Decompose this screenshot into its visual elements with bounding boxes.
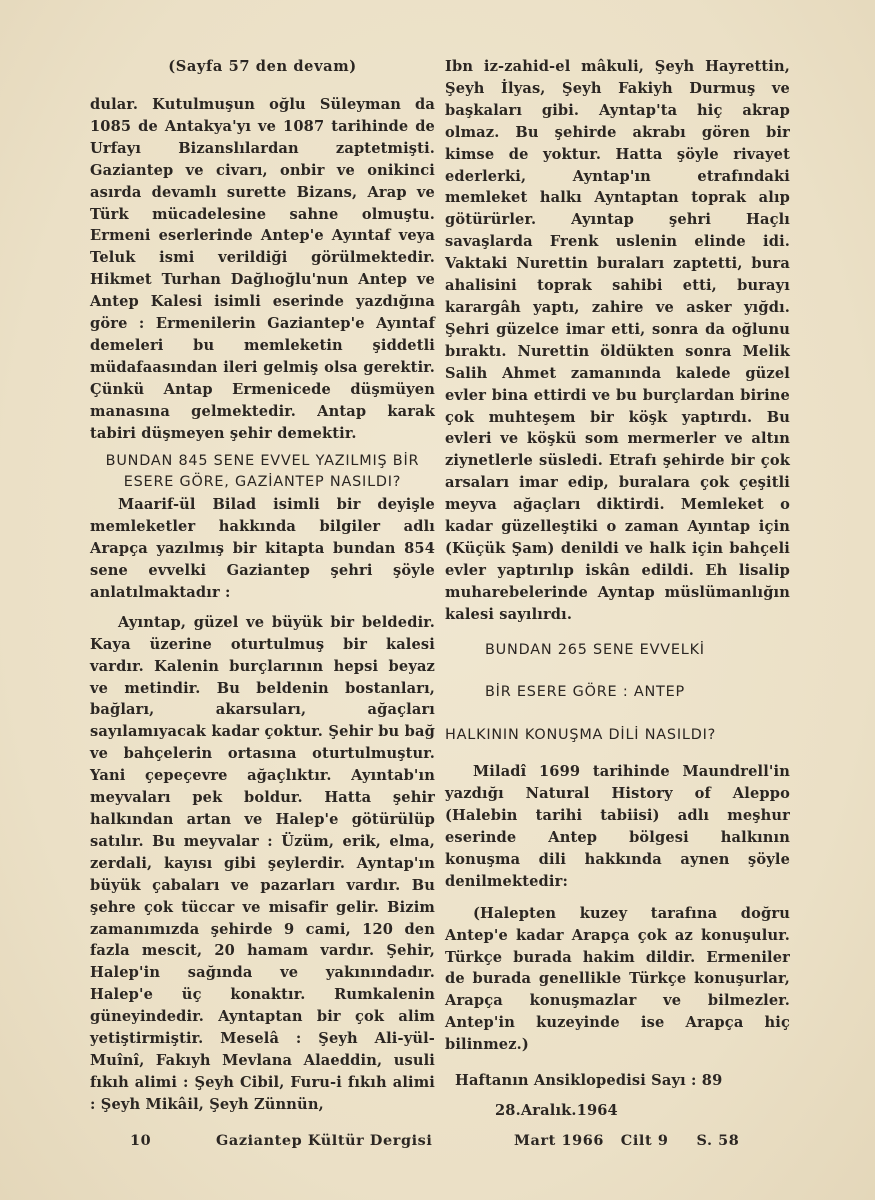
section-heading-265-line1: BUNDAN 265 SENE EVVELKİ [485, 641, 705, 658]
section-heading-845: BUNDAN 845 SENE EVVEL YAZILMIŞ BİR ESERE GÖRE, GAZİANTEP NASILDI? [105, 452, 420, 491]
issue-info: Mart 1966 Cilt 9 S. 58 [514, 1132, 740, 1149]
paragraph: Ibn iz-zahid-el mâkuli, Şeyh Hayrettin, Şeyh İlyas, Şeyh Fakiyh Durmuş ve başkaları gibi. Ayntap'ta hiç akrap olmaz. Bu şehirde akrabı gören bir kimse de yoktur. Hatta şöyle rivayet ederlerki, Ayntap'ın etrafındaki memleket halkı Ayntaptan toprak alıp götürürler. Ayıntap şehri Haçlı savaşlarda Frenk uslenin elinde idi. Vaktaki Nurettin buraları zaptetti, bura ahalisini toprak sahibi etti, burayı karargâh yaptı, zahire ve asker yığdı. Şehri güzelce imar etti, sonra da oğlunu bıraktı. Nurettin öldükten sonra Melik Salih Ahmet zamanında kalede güzel evler bina ettirdi ve bu burçlardan birine çok muhteşem bir köşk yaptırdı. Bu evleri ve köşkü som mermerler ve altın ziynetlerle süsledi. Etrafı şehirde bir çok arsaları imar edip, buralara çok çeşitli meyva ağaçları diktirdi. Memleket o kadar güzelleştiki o zaman Ayıntap için (Küçük Şam) denildi ve halk için bahçeli evler yaptırılıp iskân edildi. Eh lisalip muharebelerinde Ayntap müslümanlığın kalesi sayılırdı. [445, 58, 790, 623]
quote-paragraph: (Halepten kuzey tarafına doğru Antep'e kadar Arapça çok az konuşulur. Türkçe burada hakim dildir. Ermeniler de burada genellikle Türkçe konuşurlar, Arapça konuşmazlar ve bilmezler. Antep'in kuzeyinde ise Arapça hiç bilinmez.) [445, 904, 790, 1054]
section-heading-265-line3: HALKININ KONUŞMA DİLİ NASILDI? [445, 727, 717, 744]
paragraph: Maarif-ül Bilad isimli bir deyişle memleketler hakkında bilgiler adlı Arapça yazılmış bir kitapta bundan 854 sene evvelki Gaziantep şehri şöyle anlatılmaktadır : [90, 496, 435, 601]
magazine-title: Gaziantep Kültür Dergisi [216, 1132, 433, 1149]
source-citation: Haftanın Ansiklopedisi Sayı : 89 [455, 1072, 723, 1090]
left-column-body [90, 94, 435, 1116]
continuation-note: (Sayfa 57 den devam) [168, 58, 357, 75]
section-heading-265-line2: BİR ESERE GÖRE : ANTEP [485, 684, 686, 701]
left-column [90, 56, 435, 1116]
page-footer [0, 1132, 875, 1156]
source-date: 28.Aralık.1964 [495, 1101, 618, 1119]
paragraph: Ayıntap, güzel ve büyük bir beldedir. Kaya üzerine oturtulmuş bir kalesi vardır. Kalenin burçlarının hepsi beyaz ve metindir. Bu beldenin bostanları, bağları, akarsuları, ağaçları sayılamıyacak kadar çoktur. Şehir bu bağ ve bahçelerin ortasına oturtulmuştur. Yani çepeçevre ağaçlıktır. Ayıntab'ın meyvaları pek boldur. Hatta şehir halkından artan ve Halep'e götürülüp satılır. Bu meyvalar : Üzüm, erik, elma, zerdali, kayısı gibi şeylerdir. Ayntap'ın büyük çabaları ve pazarları vardır. Bu şehre çok tüccar ve misafir gelir. Bizim zamanımızda şehirde 9 cami, 120 den fazla mescit, 20 hamam vardır. Şehir, Halep'in sağında ve yakınındadır. Halep'e üç konaktır. Rumkalenin güneyindedir. Ayntaptan bir çok alim yetiştirmiştir. Meselâ : Şeyh Ali-yül-Muînî, Fakıyh Mevlana Alaeddin, usuli fıkıh alimi : Şeyh Cibil, Furu-i fıkıh alimi : Şeyh Mikâil, Şeyh Zünnün, [90, 613, 435, 1113]
page-number: 10 [130, 1132, 152, 1149]
paragraph: Miladî 1699 tarihinde Maundrell'in yazdığı Natural History of Aleppo (Halebin tarihi tabiisi) adlı meşhur eserinde Antep bölgesi halkının konuşma dili hakkında aynen şöyle denilmektedir: [445, 763, 790, 890]
right-column [445, 56, 790, 1122]
paragraph: dular. Kutulmuşun oğlu Süleyman da 1085 de Antakya'yı ve 1087 tarihinde de Urfayı Bizanslılardan zaptetmişti. Gaziantep ve civarı, onbir ve onikinci asırda devamlı surette Bizans, Arap ve Türk mücadelesine sahne olmuştu. Ermeni eserlerinde Antep'e Ayıntaf veya Teluk ismi verildiği görülmektedir. Hikmet Turhan Dağlıoğlu'nun Antep ve Antep Kalesi isimli eserinde yazdığına göre : Ermenilerin Gaziantep'e Ayıntaf demeleri bu memleketin şiddetli müdafaasından ileri gelmiş olsa gerektir. Çünkü Antap Ermenicede düşmüyen manasına gelmektedir. Antap karak tabiri düşmeyen şehir demektir. [90, 96, 435, 442]
